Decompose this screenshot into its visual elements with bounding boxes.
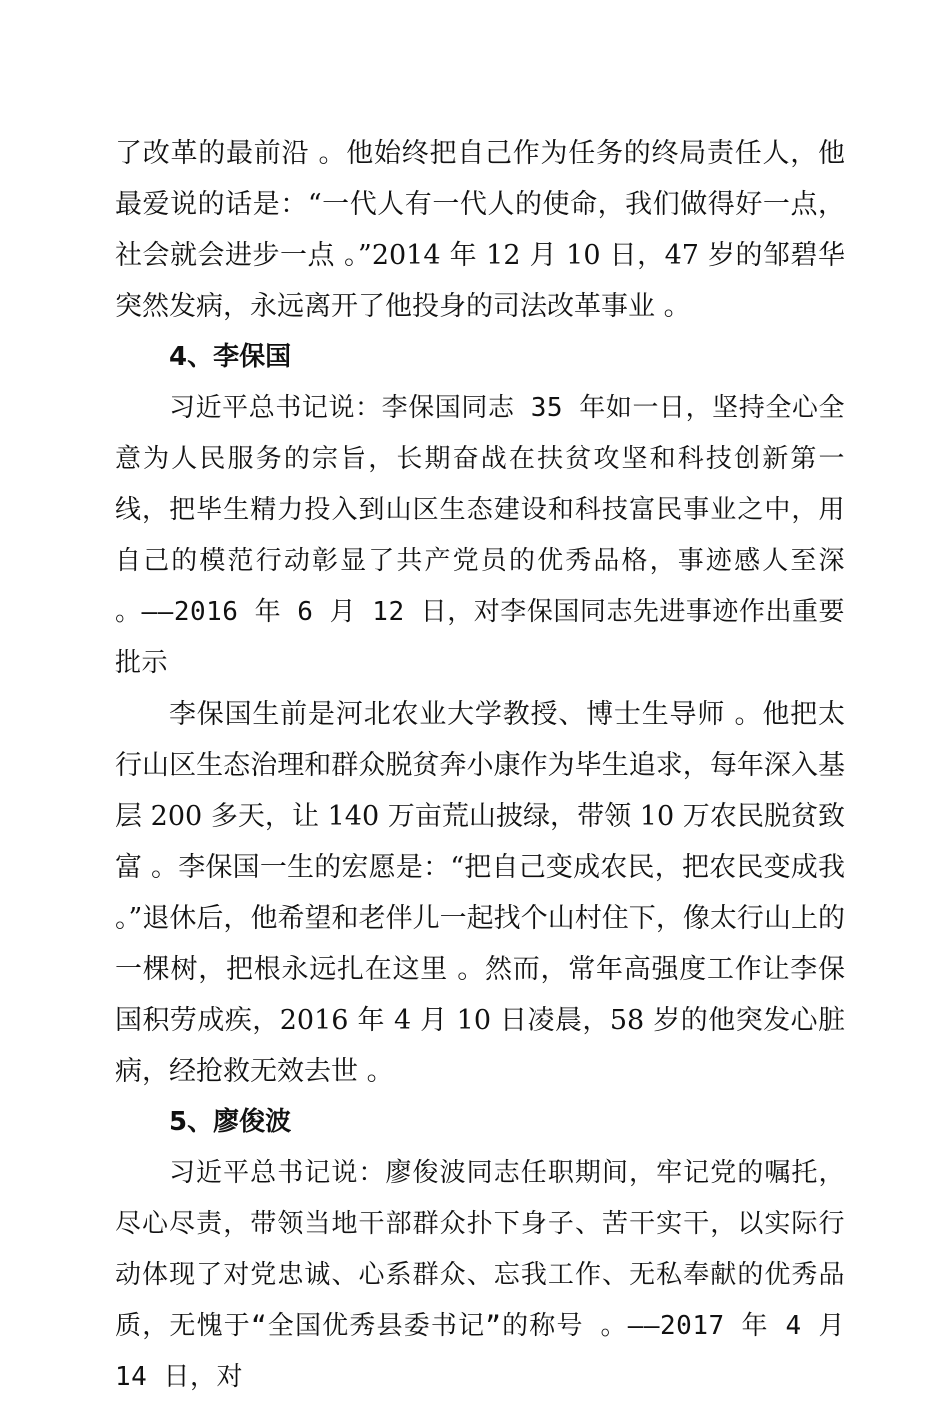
quote-liao-junbo: 习近平总书记说：廖俊波同志任职期间，牢记党的嘱托，尽心尽责，带领当地干部群众扑下身子、苦干实干，以实际行动体现了对党忠诚、心系群众、忘我工作、无私奉献的优秀品质，无愧于“全国优秀县委书记”的称号 。——2017 年 4 月 14 日，对 (115, 1158, 845, 1392)
quote-li-baoguo: 习近平总书记说：李保国同志 35 年如一日，坚持全心全意为人民服务的宗旨，长期奋战在扶贫攻坚和科技创新第一线，把毕生精力投入到山区生态建设和科技富民事业之中，用自己的模范行动彰显了共产党员的优秀品格，事迹感人至深 。——2016 年 6 月 12 日，对李保国同志先进事迹作出重要批示 (115, 393, 845, 678)
paragraph-zou-bihua-continued: 了改革的最前沿 。他始终把自己作为任务的终局责任人，他最爱说的话是：“一代人有一代人的使命，我们做得好一点，社会就会进步一点 。”2014 年 12 月 10 日，47 岁的邹碧华突然发病，永远离开了他投身的司法改革事业 。 (115, 138, 845, 322)
section-heading-li-baoguo: 4、李保国 (169, 342, 292, 372)
paragraph-li-baoguo: 李保国生前是河北农业大学教授、博士生导师 。他把太行山区生态治理和群众脱贫奔小康作为毕生追求，每年深入基层 200 多天，让 140 万亩荒山披绿，带领 10 万农民脱贫致富 。李保国一生的宏愿是：“把自己变成农民，把农民变成我 。”退休后，他希望和老伴儿一起找个山村住下，像太行山上的一棵树，把根永远扎在这里 。然而，常年高强度工作让李保国积劳成疾，2016 年 4 月 10 日凌晨，58 岁的他突发心脏病，经抢救无效去世 。 (115, 699, 845, 1087)
document-body (115, 128, 845, 1403)
section-heading-liao-junbo: 5、廖俊波 (169, 1107, 292, 1137)
